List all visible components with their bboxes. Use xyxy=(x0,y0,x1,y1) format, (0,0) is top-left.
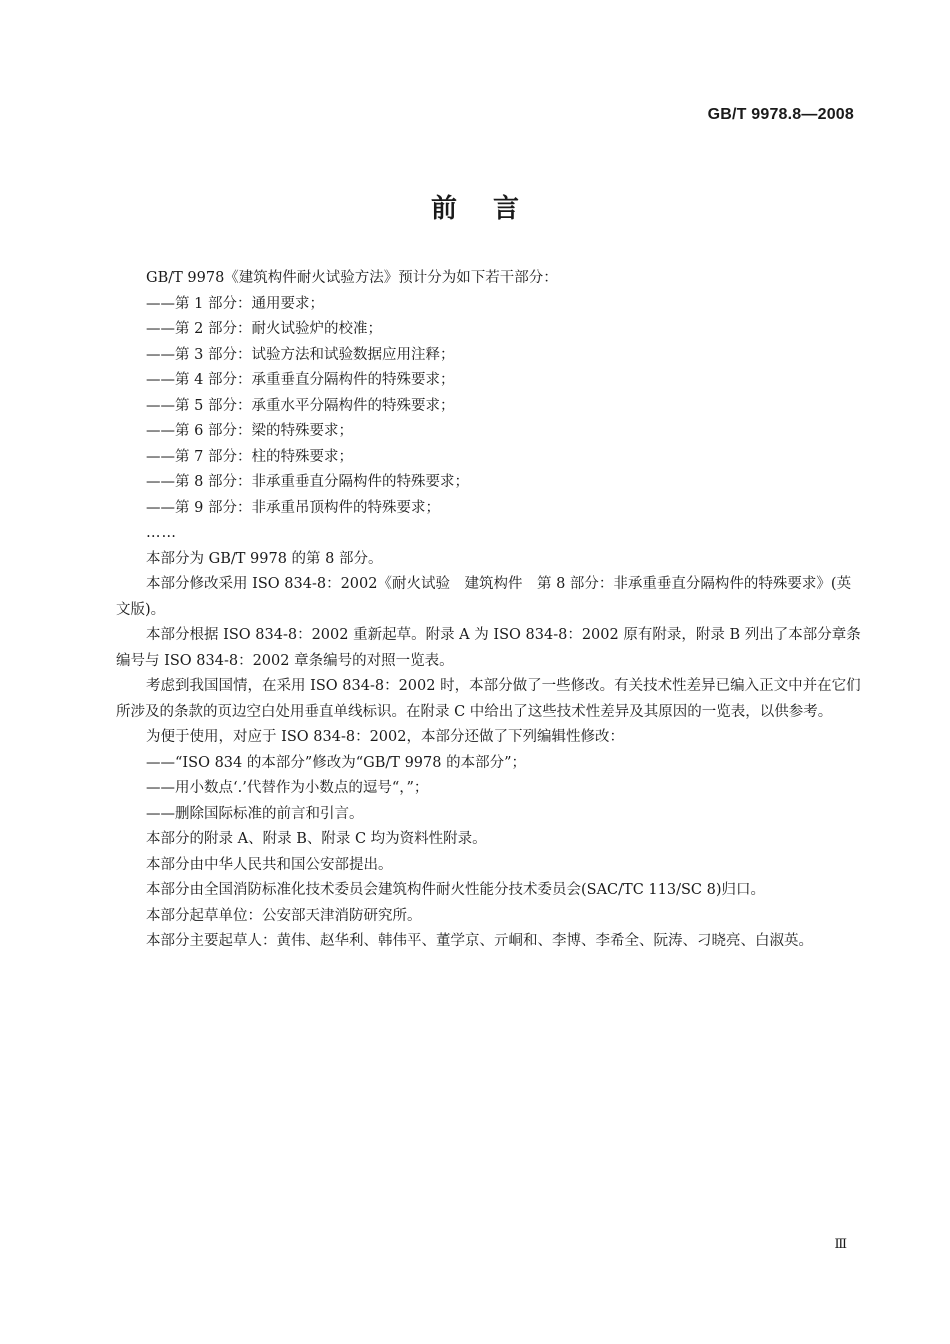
page-number: Ⅲ xyxy=(834,1237,847,1252)
part-item-5: ——第 5 部分：承重水平分隔构件的特殊要求； xyxy=(146,397,455,414)
page-title: 前言 xyxy=(430,194,555,224)
edit-item-1: ——“ISO 834 的本部分”修改为“GB/T 9978 的本部分”； xyxy=(146,754,527,771)
paragraph-part-number: 本部分为 GB/T 9978 的第 8 部分。 xyxy=(146,550,383,567)
paragraph-committee: 本部分由全国消防标准化技术委员会建筑构件耐火性能分技术委员会(SAC/TC 113/SC 8)归口。 xyxy=(146,882,765,898)
edit-item-3: ——删除国际标准的前言和引言。 xyxy=(146,805,364,822)
paragraph-editorial: 为便于使用，对应于 ISO 834-8：2002，本部分还做了下列编辑性修改： xyxy=(146,729,624,745)
part-item-7: ——第 7 部分：柱的特殊要求； xyxy=(146,448,353,465)
paragraph-proposer: 本部分由中华人民共和国公安部提出。 xyxy=(146,856,393,873)
preface-body xyxy=(116,266,862,955)
paragraph-drafters: 本部分主要起草人：黄伟、赵华利、韩伟平、董学京、亓峒和、李博、李希全、阮涛、刁晓亮、白淑英。 xyxy=(146,933,813,949)
ellipsis: …… xyxy=(146,525,177,541)
part-item-1: ——第 1 部分：通用要求； xyxy=(146,295,324,312)
part-item-8: ——第 8 部分：非承重垂直分隔构件的特殊要求； xyxy=(146,474,469,490)
part-item-2: ——第 2 部分：耐火试验炉的校准； xyxy=(146,321,382,337)
part-item-9: ——第 9 部分：非承重吊顶构件的特殊要求； xyxy=(146,499,440,516)
paragraph-annexes: 本部分的附录 A、附录 B、附录 C 均为资料性附录。 xyxy=(146,831,487,847)
paragraph-redraft: 本部分根据 ISO 834-8：2002 重新起草。附录 A 为 ISO 834-8：2002 原有附录，附录 B 列出了本部分章条编号与 ISO 834-8：2002 章条编号的对照一览表。 xyxy=(116,627,861,669)
paragraph-adoption: 本部分修改采用 ISO 834-8：2002《耐火试验 建筑构件 第 8 部分：非承重垂直分隔构件的特殊要求》(英文版)。 xyxy=(116,576,852,618)
intro-line: GB/T 9978《建筑构件耐火试验方法》预计分为如下若干部分： xyxy=(146,270,558,286)
edit-item-2: ——用小数点‘.’代替作为小数点的逗号“，”； xyxy=(146,780,429,796)
part-item-3: ——第 3 部分：试验方法和试验数据应用注释； xyxy=(146,346,455,363)
standard-number: GB/T 9978.8—2008 xyxy=(707,106,854,123)
part-item-4: ——第 4 部分：承重垂直分隔构件的特殊要求； xyxy=(146,372,455,388)
paragraph-drafting-unit: 本部分起草单位：公安部天津消防研究所。 xyxy=(146,907,422,924)
part-item-6: ——第 6 部分：梁的特殊要求； xyxy=(146,423,353,439)
paragraph-modifications: 考虑到我国国情，在采用 ISO 834-8：2002 时，本部分做了一些修改。有关技术性差异已编入正文中并在它们所涉及的条款的页边空白处用垂直单线标识。在附录 C 中给出了这些技术性差异及其原因的一览表，以供参考。 xyxy=(116,678,861,720)
